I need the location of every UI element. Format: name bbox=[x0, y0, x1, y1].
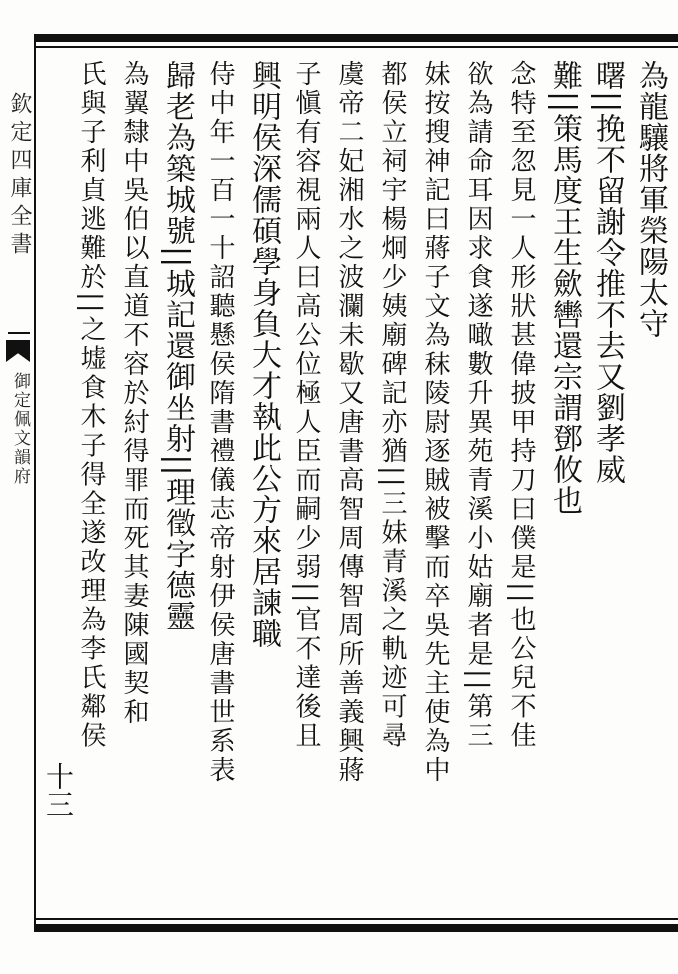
text-column-13: 為翼隸中吳伯以直道不容於紂得罪而死其妻陳國契和 bbox=[119, 60, 149, 727]
text-column-3: 難||策馬度王生歛轡還宗謂鄧攸也 bbox=[547, 60, 582, 517]
text-column-6: 妹按搜神記曰蔣子文為秣陵尉逐賊被擊而卒吳先主使為中 bbox=[420, 60, 450, 785]
bottom-frame-rule bbox=[34, 924, 678, 932]
text-column-1: 為龍驤將軍榮陽太守 bbox=[633, 60, 668, 339]
text-column-5: 欲為請命耳因求食遂噉數升異苑青溪小姑廟者是||第三 bbox=[463, 60, 493, 751]
text-column-12: 歸老為築城號||城記還御坐射||理徵字德靈 bbox=[160, 60, 195, 632]
fishtail-mark-icon bbox=[6, 340, 30, 362]
bottom-frame-inner-rule bbox=[34, 918, 678, 920]
text-column-11: 侍中年一百一十詔聽懸侯隋書禮儀志帝射伊侯唐書世系表 bbox=[205, 60, 235, 785]
text-column-9: 子愼有容視兩人曰高公位極人臣而嗣少弱||官不達後且 bbox=[291, 60, 321, 751]
page-number: 十三 bbox=[42, 762, 75, 818]
source-title: 御定佩文韻府 bbox=[10, 372, 30, 486]
text-column-8: 虞帝二妃湘水之波瀾未歇又唐書高智周傳智周所善義興蔣 bbox=[334, 60, 364, 785]
text-column-14: 氏與子利貞逃難於||之墟食木子得全遂改理為李氏鄰侯 bbox=[76, 60, 106, 751]
text-column-10: 興明侯深儒碩學身負大才執此公方來居諫職 bbox=[246, 60, 281, 649]
book-title: 欽定四庫全書 bbox=[7, 92, 32, 260]
text-body bbox=[40, 50, 674, 914]
margin-divider bbox=[8, 332, 30, 334]
left-frame-rule bbox=[34, 34, 36, 932]
page-margin-column bbox=[0, 42, 34, 922]
text-column-2: 曙||挽不留謝令推不去又劉孝威 bbox=[590, 60, 625, 486]
top-frame-rule bbox=[34, 34, 678, 42]
top-frame-inner-rule bbox=[34, 46, 678, 48]
text-column-4: 念特至忽見一人形狀甚偉披甲持刀曰僕是||也公兒不佳 bbox=[506, 60, 536, 751]
text-column-7: 都侯立祠宇楊炯少姨廟碑記亦猶||三妹青溪之軌迹可尋 bbox=[377, 60, 407, 751]
